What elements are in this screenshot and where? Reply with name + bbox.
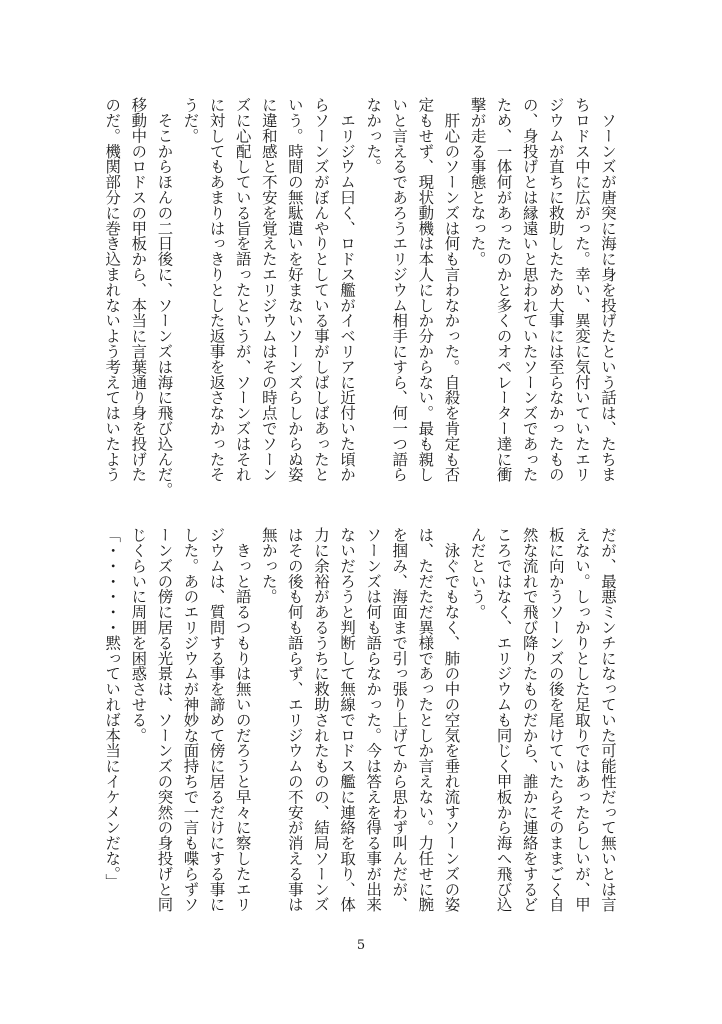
text-column: だが、最悪ミンチになっていた可能性だって無いとは言	[599, 527, 617, 912]
text-column: ため、一体何があったのかと多くのオペレーター達に衝	[494, 97, 513, 482]
text-column: きっと語るつもりは無いのだろうと早々に察したエリ	[233, 527, 252, 912]
text-column: 泳ぐでもなく、肺の中の空気を垂れ流すソーンズの姿	[442, 527, 461, 912]
text-column: じくらいに周囲を困惑させる。	[129, 527, 148, 743]
text-column: ーンズの傍に居る光景は、ソーンズの突然の身投げと同	[155, 527, 174, 912]
text-column: なかった。	[364, 97, 383, 174]
text-block-top	[99, 97, 621, 497]
text-column: 肝心のソーンズは何も言わなかった。自殺を肯定も否	[442, 97, 461, 482]
text-column: 定もせず、現状動機は本人にしか分からない。最も親し	[416, 97, 435, 482]
text-column: 撃が走る事態となった。	[468, 97, 487, 267]
text-column: うだ。	[181, 97, 200, 144]
text-column: んだという。	[468, 527, 487, 620]
text-column: を掴み、海面まで引っ張り上げてから思わず叫んだが、	[390, 527, 409, 912]
text-column: の、身投げとは縁遠いと思われていたソーンズであった	[520, 97, 539, 482]
text-column: 無かった。	[259, 527, 278, 604]
text-column: に違和感と不安を覚えたエリジウムはその時点でソーン	[259, 97, 278, 482]
text-column: 力に余裕があるうちに救助されたものの、結局ソーンズ	[311, 527, 330, 912]
text-column: ズに心配している旨を語ったというが、ソーンズはそれ	[233, 97, 252, 482]
text-column: はその後も何も語らず、エリジウムの不安が消える事は	[285, 527, 304, 912]
text-column: ないだろうと判断して無線でロドス艦に連絡を取り、体	[338, 527, 357, 912]
text-column: エリジウム曰く、ロドス艦がイベリアに近付いた頃か	[338, 97, 357, 482]
text-column: した。あのエリジウムが神妙な面持ちで一言も喋らずソ	[181, 527, 200, 912]
text-column: ジウムは、質問する事を諦めて傍に居るだけにする事に	[207, 527, 226, 912]
text-column: に対してもあまりはっきりとした返事を返さなかったそ	[207, 97, 226, 482]
text-column: えない。しっかりとした足取りではあったらしいが、甲	[572, 527, 591, 912]
page-number: 5	[356, 938, 366, 953]
text-column: は、ただただ異様であったとしか言えない。力任せに腕	[416, 527, 435, 912]
text-column: ちロドス中に広がった。幸い、異変に気付いていたエリ	[572, 97, 591, 482]
text-column: 板に向かうソーンズの後を尾けていたらそのままごく自	[546, 527, 565, 912]
text-column: らソーンズがぼんやりとしている事がしばしばあったと	[311, 97, 330, 482]
text-block-bottom	[99, 527, 621, 927]
text-column: ころではなく、エリジウムも同じく甲板から海へ飛び込	[494, 527, 513, 912]
text-column: ソーンズは何も語らなかった。今は答えを得る事が出来	[364, 527, 383, 912]
text-column: ソーンズが唐突に海に身を投げたという話は、たちま	[599, 97, 617, 482]
text-column: ジウムが直ちに救助したため大事には至らなかったもの	[546, 97, 565, 482]
text-column: そこからほんの二日後に、ソーンズは海に飛び込んだ。	[155, 97, 174, 498]
text-column: 移動中のロドスの甲板から、本当に言葉通り身を投げた	[129, 97, 148, 482]
text-column: 「・・・・・・黙っていれば本当にイケメンだな。」	[103, 527, 122, 889]
text-column: いと言えるであろうエリジウム相手にすら、何一つ語ら	[390, 97, 409, 482]
text-column: いう。時間の無駄遣いを好まないソーンズらしからぬ姿	[285, 97, 304, 482]
text-column: のだ。機関部分に巻き込まれないよう考えてはいたよう	[103, 97, 122, 482]
text-column: 然な流れで飛び降りたものだから、誰かに連絡をするど	[520, 527, 539, 912]
